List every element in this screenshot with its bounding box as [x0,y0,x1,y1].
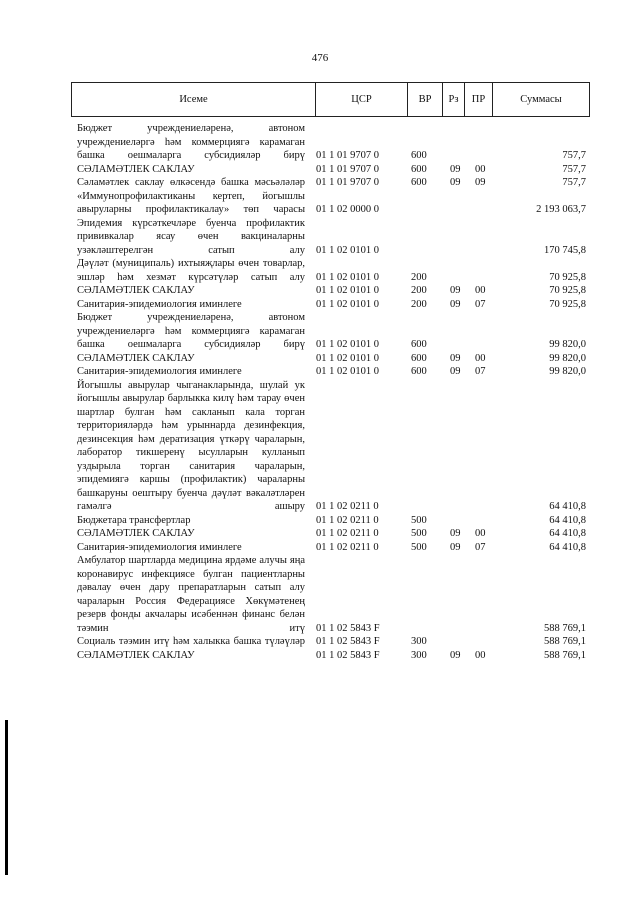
table-header [71,82,590,117]
row-csr: 01 1 02 0211 0 [316,541,379,553]
row-vr: 600 [411,352,427,364]
header-pr: ПР [465,83,493,116]
table-row [0,635,640,649]
row-csr: 01 1 02 0101 0 [316,366,379,377]
row-rz: 09 [450,649,461,661]
row-sum: 757,7 [562,163,586,175]
table-row [0,649,640,663]
row-sum: 64 410,8 [549,541,586,553]
row-name: «Иммунопрофилактиканы кертеп, йогышлы авыруларны профилактикалау» төп чарасы [77,190,305,215]
row-name: Социаль тәэмин итү һәм халыкка башка түләүләр [77,636,305,647]
row-name: СӘЛАМӘТЛЕК САКЛАУ [77,163,195,175]
row-name: СӘЛАМӘТЛЕК САКЛАУ [77,285,195,296]
row-csr: 01 1 02 0211 0 [316,501,379,512]
table-row [0,352,640,366]
table-row [0,311,640,352]
row-sum: 588 769,1 [544,649,586,661]
row-sum: 99 820,0 [549,339,586,350]
row-csr: 01 1 02 0101 0 [316,339,379,350]
scan-margin-line [5,720,8,875]
row-csr: 01 1 01 9707 0 [316,177,379,188]
row-name: Эпидемия күрсәткечләре буенча профилактик прививкалар ясау өчен вакциналарны узәкләштерелгән сатып алу [77,217,305,256]
row-name: СӘЛАМӘТЛЕК САКЛАУ [77,528,195,539]
row-sum: 64 410,8 [549,514,586,526]
row-csr: 01 1 02 5843 F [316,622,380,634]
row-vr: 200 [411,271,427,283]
row-csr: 01 1 02 0101 0 [316,285,379,296]
row-sum: 64 410,8 [549,528,586,539]
row-csr: 01 1 02 5843 F [316,636,380,647]
table-row [0,284,640,298]
row-sum: 64 410,8 [549,501,586,512]
row-csr: 01 1 01 9707 0 [316,163,379,175]
row-pr: 00 [475,352,486,364]
table-row [0,554,640,635]
row-vr: 300 [411,636,427,647]
row-name: Санитария-эпидемиология иминлеге [77,298,242,310]
header-sum: Суммасы [520,94,562,105]
row-vr: 600 [411,163,427,175]
table-row [0,298,640,312]
row-csr: 01 1 02 0211 0 [316,528,379,539]
table-row [0,217,640,258]
row-rz: 09 [450,285,461,296]
table-row [0,514,640,528]
row-pr: 07 [475,366,486,377]
row-csr: 01 1 01 9707 0 [316,150,379,161]
row-name: СӘЛАМӘТЛЕК САКЛАУ [77,352,195,364]
row-pr: 00 [475,528,486,539]
table-row [0,176,640,190]
row-rz: 09 [450,541,461,553]
row-csr: 01 1 02 0211 0 [316,514,379,526]
table-row [0,163,640,177]
row-csr: 01 1 02 0101 0 [316,298,379,310]
page-number: 476 [311,52,329,64]
table-row [0,190,640,217]
row-csr: 01 1 02 0101 0 [316,244,379,256]
row-csr: 01 1 02 5843 F [316,649,380,661]
row-csr: 01 1 02 0101 0 [316,352,379,364]
row-sum: 170 745,8 [544,244,586,256]
row-vr: 500 [411,514,427,526]
row-rz: 09 [450,163,461,175]
row-vr: 600 [411,150,427,161]
row-name: Амбулатор шартларда медицина ярдәме алучы яңа коронавирус инфекциясе булган пациентларны дәвалау өчен дару препаратларын сатып алу чараларын Россия Федерациясе Хөкүмәтенең резерв фонды акчалары исәбеннән финанс белән тәэмин итү [77,555,305,634]
row-name: Бюджетара трансфертлар [77,514,191,526]
row-sum: 757,7 [562,150,586,161]
row-sum: 588 769,1 [544,636,586,647]
header-vr: ВР [408,83,443,116]
row-pr: 00 [475,285,486,296]
row-rz: 09 [450,177,461,188]
row-sum: 99 820,0 [549,366,586,377]
row-sum: 99 820,0 [549,352,586,364]
row-name: Сәламәтлек саклау өлкәсендә башка мәсьәләләр [77,177,305,188]
row-name: Йогышлы авырулар чыганакларында, шулай ук йогышлы авырулар барлыкка килү һәм тарау өчен шартлар булган һәм сакланып кала торган территорияләрдә һәм урыннарда дезинфекция, дезинсекция һәм дератизация үткәрү чараларын, лаборатор тикшеренү ысулларын кулланып уздырыла торган санитария чараларын, эпидемиягә каршы (профилактик) чараларны башкаруны оештыру буенча дәүләт вәкаләтләрен гамәлгә ашыру [77,379,305,512]
row-sum: 70 925,8 [549,271,586,283]
header-rz: Рз [443,83,465,116]
row-rz: 09 [450,298,461,310]
row-name: Бюджет учреждениеләренә, автоном учреждениеләргә һәм коммерциягә карамаган башка оешмаларга субсидияләр бирү [77,123,305,161]
row-pr: 07 [475,541,486,553]
row-vr: 500 [411,528,427,539]
row-name: Бюджет учреждениеләренә, автоном учреждениеләргә һәм коммерциягә карамаган башка оешмаларга субсидияләр бирү [77,312,305,350]
table-row [0,365,640,379]
row-sum: 70 925,8 [549,298,586,310]
row-vr: 200 [411,285,427,296]
row-sum: 588 769,1 [544,622,586,634]
row-rz: 09 [450,352,461,364]
row-vr: 500 [411,541,427,553]
row-csr: 01 1 02 0000 0 [316,204,379,215]
row-vr: 200 [411,298,427,310]
row-sum: 2 193 063,7 [536,204,586,215]
table-row [0,122,640,163]
row-sum: 70 925,8 [549,285,586,296]
row-name: Дәүләт (муниципаль) ихтыяҗлары өчен товарлар, эшләр һәм хезмәт күрсәтүләр сатып алу [77,258,305,283]
table-row [0,541,640,555]
row-name: СӘЛАМӘТЛЕК САКЛАУ [77,649,195,661]
table-row [0,379,640,514]
table-row [0,527,640,541]
row-name: Санитария-эпидемиология иминлеге [77,541,242,553]
row-pr: 00 [475,163,486,175]
row-vr: 600 [411,177,427,188]
row-pr: 07 [475,298,486,310]
row-pr: 09 [475,177,486,188]
row-vr: 300 [411,649,427,661]
table-row [0,257,640,284]
table-body [0,122,640,662]
row-vr: 600 [411,339,427,350]
row-rz: 09 [450,528,461,539]
row-vr: 600 [411,366,427,377]
row-csr: 01 1 02 0101 0 [316,271,379,283]
row-name: Санитария-эпидемиология иминлеге [77,366,242,377]
header-name: Исеме [72,83,316,116]
header-csr: ЦСР [316,83,408,116]
row-pr: 00 [475,649,486,661]
row-rz: 09 [450,366,461,377]
row-sum: 757,7 [562,177,586,188]
